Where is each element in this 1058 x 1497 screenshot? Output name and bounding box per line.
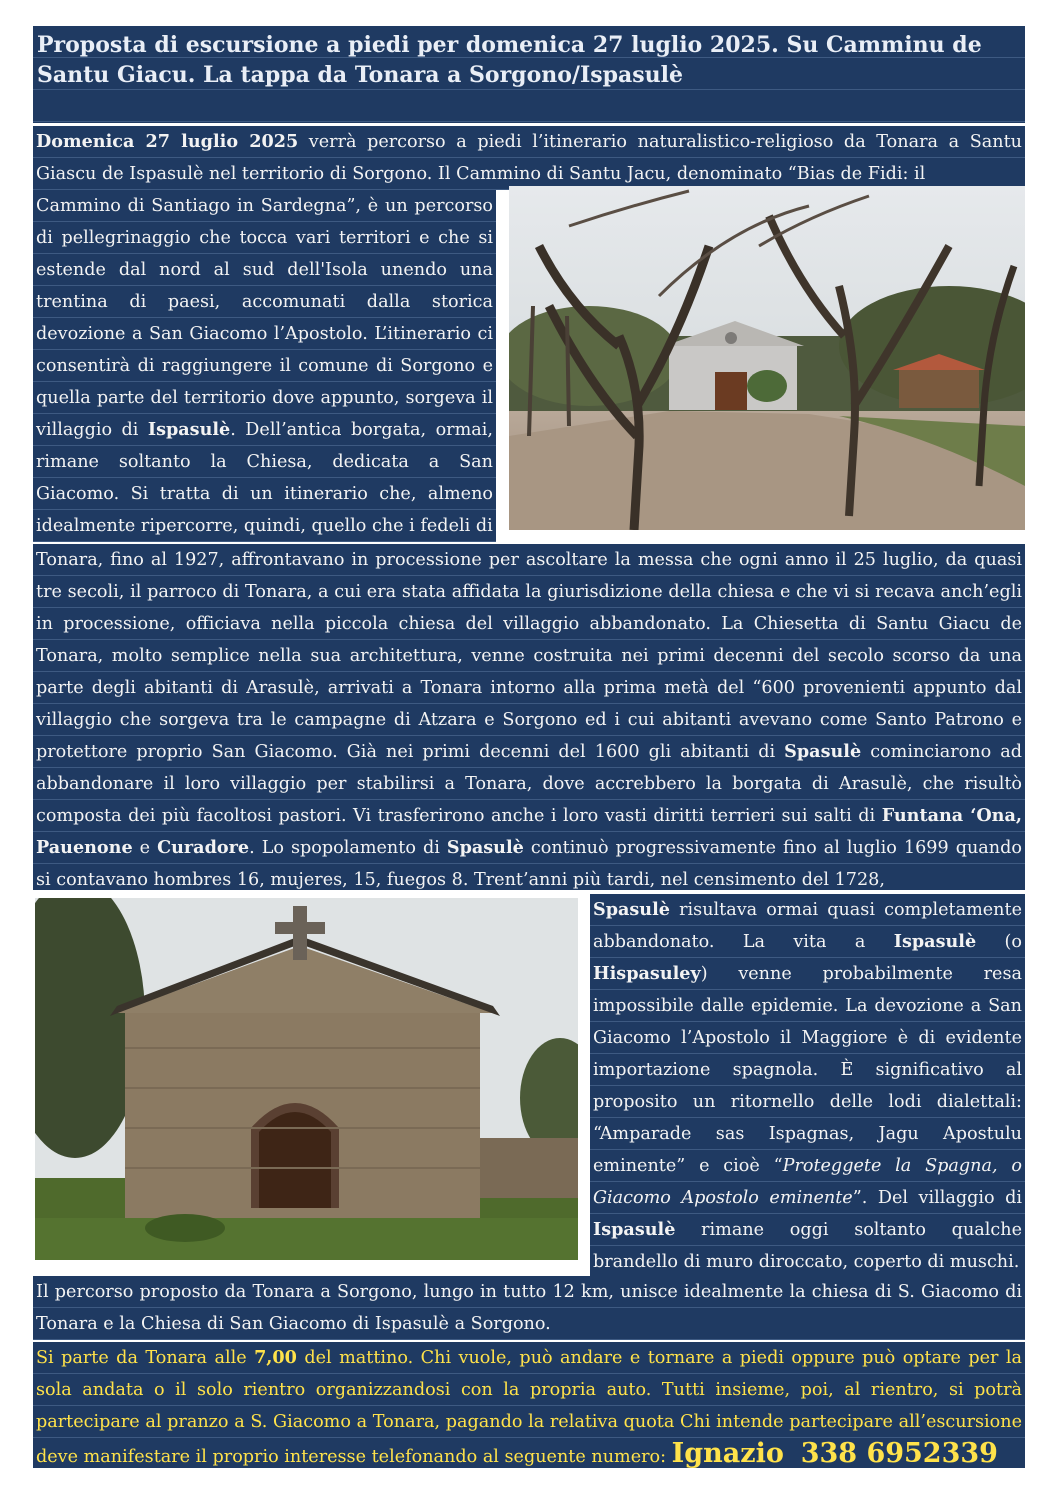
- contact-name: Ignazio: [671, 1438, 784, 1469]
- church-ispasule-photo: [35, 898, 578, 1260]
- mid-text-2: cominciarono ad abbandonare il loro villaggio per stabilirsi a Tonara, dove accrebbero la borgata di Arasulè, che risultò composta dei più facoltosi pastori. Vi trasferirono anche i loro vasti diritti terrieri sui salti di: [36, 742, 1022, 826]
- mid-bold-funtana: Funtana ‘Ona, Pauenone: [36, 805, 1022, 858]
- intro-paragraph: [33, 126, 1025, 190]
- route-text: Il percorso proposto da Tonara a Sorgono, lungo in tutto 12 km, unisce idealmente la chiesa di S. Giacomo di Tonara e la Chiesa di San Giacomo di Ispasulè a Sorgono.: [36, 1282, 1022, 1334]
- intro-text: verrà percorso a piedi l’itinerario naturalistico-religioso da Tonara a Santu Giascu de Ispasulè nel territorio di Sorgono. Il Cammino di Santu Jacu, denominato “Bias de Fidi: il: [36, 132, 1022, 184]
- mid-bold-curadore: Curadore: [157, 837, 250, 858]
- col2-text-4: ”. Del villaggio di: [852, 1188, 1023, 1208]
- departure-time: 7,00: [254, 1347, 297, 1368]
- col2-bold-spasule: Spasulè: [593, 899, 670, 920]
- col2-text-1: risultava ormai quasi completamente abbandonato. La vita a: [593, 900, 1022, 952]
- col1-bold-ispasule: Ispasulè: [147, 419, 231, 440]
- mid-text-1: Tonara, fino al 1927, affrontavano in processione per ascoltare la messa che ogni anno il 25 luglio, da quasi tre secoli, il parroco di Tonara, a cui era stata affidata la giurisdizione della chiesa e che vi si recava anch’egli in processione, officiava nella piccola chiesa del villaggio abbandonato. La Chiesetta di Santu Giacu de Tonara, molto semplice nella sua architettura, venne costruita nei primi decenni del secolo scorso da una parte degli abitanti di Arasulè, arrivati a Tonara intorno alla prima metà del “600 provenienti appunto dal villaggio che sorgeva tra le campagne di Atzara e Sorgono ed i cui abitanti avevano come Santo Patrono e protettore proprio San Giacomo. Già nei primi decenni del 1600 gli abitanti di: [36, 550, 1022, 762]
- col1-text-a: Cammino di Santiago in Sardegna”, è un percorso di pellegrinaggio che tocca vari territori e che si estende dal nord al sud dell'Isola unendo una trentina di paesi, accomunati dalla storica devozione a San Giacomo l’Apostolo. L’itinerario ci consentirà di raggiungere il comune di Sorgono e quella parte del territorio dove appunto, sorgeva il villaggio di: [36, 196, 493, 440]
- church-tonara-photo: [509, 186, 1025, 530]
- right-column-text: [590, 894, 1025, 1278]
- mid-text-5: continuò progressivamente fino al luglio 1699 quando si contavano hombres 16, mujeres, 15, fuegos 8. Trent’anni più tardi, nel censimento del 1728,: [36, 838, 1022, 890]
- page-title: Proposta di escursione a piedi per domenica 27 luglio 2025. Su Camminu de Santu Giacu. La tappa da Tonara a Sorgono/Ispasulè: [33, 26, 1025, 123]
- col2-bold-ispasule-1: Ispasulè: [893, 931, 977, 952]
- meeting-text-2: del mattino. Chi vuole, può andare e tornare a piedi oppure può optare per la sola andata o il solo rientro organizzandosi con la propria auto. Tutti insieme, poi, al rientro, si potrà partecipare al pranzo a S. Giacomo a Tonara, pagando la relativa quota Chi intende partecipare all’escursione deve manifestare il proprio interesse telefonando al seguente numero:: [36, 1348, 1023, 1467]
- event-date: Domenica 27 luglio 2025: [36, 131, 299, 152]
- meeting-info-paragraph: [33, 1342, 1025, 1468]
- main-history-text: [33, 544, 1025, 890]
- col1-text-b: . Dell’antica borgata, ormai, rimane soltanto la Chiesa, dedicata a San Giacomo. Si tratta di un itinerario che, almeno idealmente ripercorre, quindi, quello che i fedeli di: [36, 420, 493, 536]
- route-paragraph: [33, 1276, 1025, 1340]
- col2-italic-translation: Proteggete la Spagna, o Giacomo Apostolo eminente: [593, 1156, 1022, 1208]
- col2-text-5: rimane oggi soltanto qualche brandello di muro diroccato, coperto di muschi.: [593, 1220, 1022, 1272]
- col2-bold-hispasuley: Hispasuley: [593, 963, 701, 984]
- col2-text-3: ) venne probabilmente resa impossibile dalle epidemie. La devozione a San Giacomo l’Apostolo il Maggiore è di evidente importazione spagnola. È significativo al proposito un ritornello delle lodi dialettali: “Amparade sas Ispagnas, Jagu Apostulu eminente” e cioè “: [593, 964, 1022, 1176]
- left-column-text: [33, 190, 496, 542]
- col2-text-2: (o: [976, 932, 1022, 952]
- mid-bold-spasule-1: Spasulè: [784, 741, 862, 762]
- mid-bold-spasule-2: Spasulè: [446, 837, 524, 858]
- col2-bold-ispasule-2: Ispasulè: [593, 1219, 676, 1240]
- contact-phone: 338 6952339: [800, 1438, 998, 1469]
- meeting-text-1: Si parte da Tonara alle: [36, 1348, 255, 1368]
- mid-text-4: . Lo spopolamento di: [249, 838, 447, 858]
- mid-text-3: e: [132, 838, 158, 858]
